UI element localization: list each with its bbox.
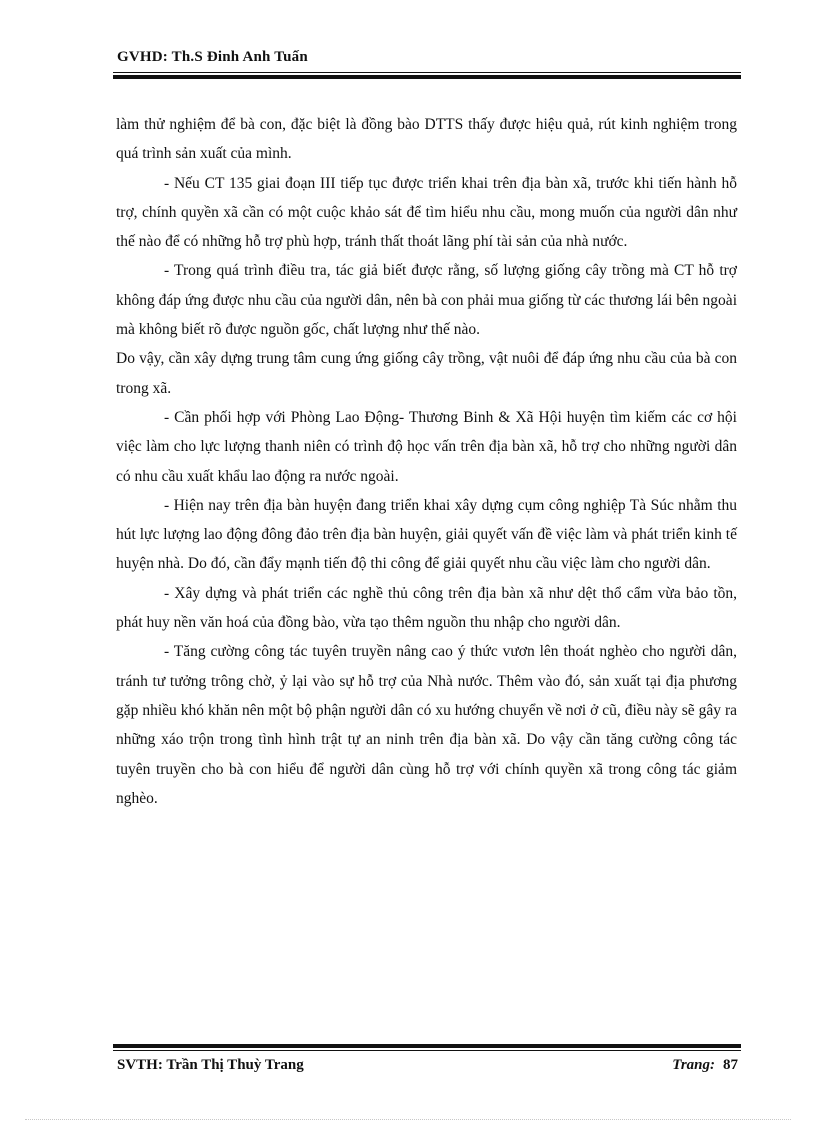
paragraph: - Cần phối hợp với Phòng Lao Động- Thương Binh & Xã Hội huyện tìm kiếm các cơ hội việc làm cho lực lượng thanh niên có trình độ học vấn trên địa bàn xã, hỗ trợ cho những người dân có nhu cầu xuất khẩu lao động ra nước ngoài. xyxy=(116,408,737,485)
footer-page-info xyxy=(672,1057,738,1074)
page-header-title: GVHD: Th.S Đinh Anh Tuấn xyxy=(117,49,308,65)
page-label: Trang: xyxy=(672,1057,715,1073)
paragraph: - Hiện nay trên địa bàn huyện đang triển khai xây dựng cụm công nghiệp Tà Súc nhằm thu hút lực lượng lao động đông đảo trên địa bàn huyện, giải quyết vấn đề việc làm và phát triển kinh tế huyện nhà. Do đó, cần đẩy mạnh tiến độ thi công để giải quyết nhu cầu việc làm cho người dân. xyxy=(116,496,737,573)
page-edge-divider xyxy=(25,1119,791,1120)
paragraph: - Xây dựng và phát triển các nghề thủ công trên địa bàn xã như dệt thổ cẩm vừa bảo tồn, phát huy nền văn hoá của đồng bào, vừa tạo thêm nguồn thu nhập cho người dân. xyxy=(116,584,737,632)
paragraph: - Nếu CT 135 giai đoạn III tiếp tục được triển khai trên địa bàn xã, trước khi tiến hành hỗ trợ, chính quyền xã cần có một cuộc khảo sát để tìm hiểu nhu cầu, mong muốn của người dân như thế nào để có những hỗ trợ phù hợp, tránh thất thoát lãng phí tài sản của nhà nước. xyxy=(116,174,737,251)
header-rule xyxy=(113,72,741,79)
footer-author: SVTH: Trần Thị Thuỳ Trang xyxy=(117,1057,304,1073)
paragraph: Do vậy, cần xây dựng trung tâm cung ứng giống cây trồng, vật nuôi để đáp ứng nhu cầu của bà con trong xã. xyxy=(116,350,737,397)
footer-rule xyxy=(113,1044,741,1051)
paragraph: - Trong quá trình điều tra, tác giả biết được rằng, số lượng giống cây trồng mà CT hỗ trợ không đáp ứng được nhu cầu của người dân, nên bà con phải mua giống từ các thương lái bên ngoài mà không biết rõ được nguồn gốc, chất lượng như thế nào. xyxy=(116,262,737,339)
document-body xyxy=(116,110,737,813)
page-number: 87 xyxy=(723,1057,738,1073)
paragraph: - Tăng cường công tác tuyên truyền nâng cao ý thức vươn lên thoát nghèo cho người dân, tránh tư tưởng trông chờ, ỷ lại vào sự hỗ trợ của Nhà nước. Thêm vào đó, sản xuất tại địa phương gặp nhiều khó khăn nên một bộ phận người dân có xu hướng chuyển về nơi ở cũ, điều này sẽ gây ra những xáo trộn trong tình hình trật tự an ninh trên địa bàn xã. Do vậy cần tăng cường công tác tuyên truyền cho bà con hiểu để người dân cùng hỗ trợ với chính quyền xã trong công tác giảm nghèo. xyxy=(116,643,737,807)
paragraph: làm thử nghiệm để bà con, đặc biệt là đồng bào DTTS thấy được hiệu quả, rút kinh nghiệm trong quá trình sản xuất của mình. xyxy=(116,116,737,163)
